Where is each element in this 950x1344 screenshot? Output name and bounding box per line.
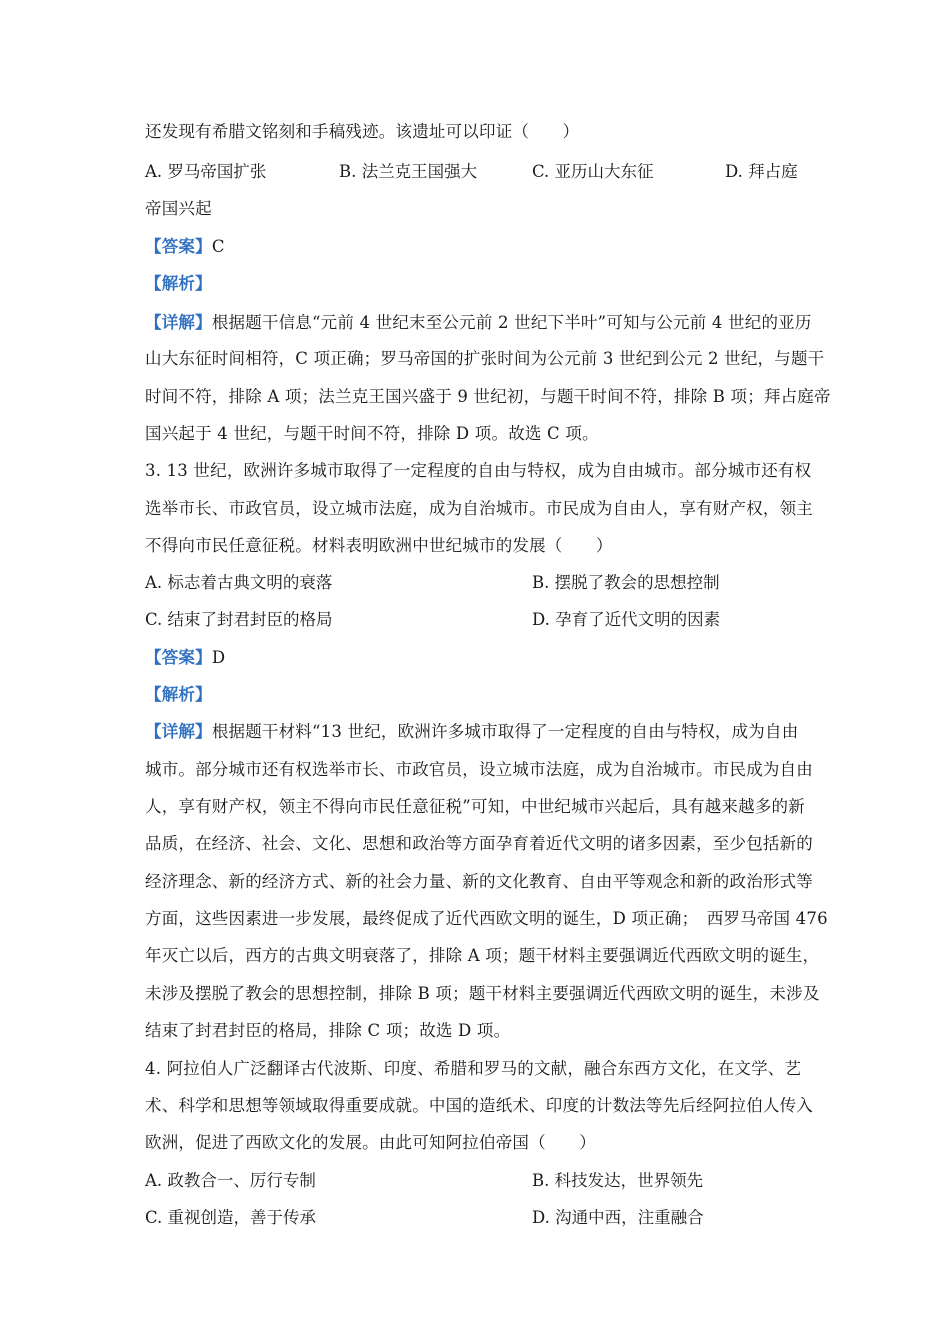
q3-option-d: D. 孕育了近代文明的因素 [532, 610, 721, 629]
detail-tag: 【详解】 [145, 313, 212, 332]
answer-tag: 【答案】 [145, 237, 212, 256]
q3-detail-line-9: 结束了封君封臣的格局，排除 C 项；故选 D 项。 [145, 1021, 511, 1040]
q3-detail-line-5: 经济理念、新的经济方式、新的社会力量、新的文化教育、自由平等观念和新的政治形式等 [145, 872, 813, 891]
q3-detail-line-2: 城市。部分城市还有权选举市长、市政官员，设立城市法庭，成为自治城市。市民成为自由 [145, 760, 813, 779]
q3-detail-line-6: 方面，这些因素进一步发展，最终促成了近代西欧文明的诞生，D 项正确； 西罗马帝国 476 [145, 909, 828, 928]
q2-option-b: B. 法兰克王国强大 [339, 162, 478, 181]
q4-stem-line-2: 术、科学和思想等领域取得重要成就。中国的造纸术、印度的计数法等先后经阿拉伯人传入 [145, 1096, 813, 1115]
q3-analysis-line [145, 685, 212, 705]
q3-stem-line-1: 3. 13 世纪，欧洲许多城市取得了一定程度的自由与特权，成为自由城市。部分城市还有权 [145, 461, 812, 480]
analysis-tag: 【解析】 [145, 685, 212, 704]
q2-stem-tail: 还发现有希腊文铭刻和手稿残迹。该遗址可以印证（ ） [145, 122, 580, 141]
q3-detail-line-1 [145, 722, 798, 742]
q3-stem-line-2: 选举市长、市政官员，设立城市法庭，成为自治城市。市民成为自由人，享有财产权，领主 [145, 499, 813, 518]
q3-answer-line [145, 648, 225, 668]
q3-answer-value: D [211, 648, 226, 667]
q2-option-a: A. 罗马帝国扩张 [145, 162, 267, 181]
q2-option-c: C. 亚历山大东征 [532, 162, 654, 181]
q2-detail-text-1: 根据题干信息“元前 4 世纪末至公元前 2 世纪下半叶”可知与公元前 4 世纪的亚历 [211, 313, 812, 332]
q3-detail-line-4: 品质，在经济、社会、文化、思想和政治等方面孕育着近代文明的诸多因素，至少包括新的 [145, 834, 813, 853]
q2-detail-line-2: 山大东征时间相符，C 项正确；罗马帝国的扩张时间为公元前 3 世纪到公元 2 世纪，与题干 [145, 349, 825, 368]
q2-option-d: D. 拜占庭 [725, 162, 798, 181]
q2-option-d-wrap: 帝国兴起 [145, 199, 212, 218]
q4-stem-line-1: 4. 阿拉伯人广泛翻译古代波斯、印度、希腊和罗马的文献，融合东西方文化，在文学、艺 [145, 1059, 802, 1078]
q2-answer-line [145, 237, 225, 257]
q2-detail-line-1 [145, 313, 812, 333]
analysis-tag: 【解析】 [145, 274, 212, 293]
q3-detail-line-3: 人，享有财产权，领主不得向市民任意征税”可知，中世纪城市兴起后，具有越来越多的新 [145, 797, 805, 816]
q3-option-b: B. 摆脱了教会的思想控制 [532, 573, 720, 592]
q2-detail-line-3: 时间不符，排除 A 项；法兰克王国兴盛于 9 世纪初，与题干时间不符，排除 B 项；拜占庭帝 [145, 387, 831, 406]
q3-option-a: A. 标志着古典文明的衰落 [145, 573, 333, 592]
detail-tag: 【详解】 [145, 722, 212, 741]
q3-detail-text-1: 根据题干材料“13 世纪，欧洲许多城市取得了一定程度的自由与特权，成为自由 [211, 722, 799, 741]
q3-option-c: C. 结束了封君封臣的格局 [145, 610, 333, 629]
q3-detail-line-8: 未涉及摆脱了教会的思想控制，排除 B 项；题干材料主要强调近代西欧文明的诞生，未涉及 [145, 984, 820, 1003]
q4-option-d: D. 沟通中西，注重融合 [532, 1208, 704, 1227]
q2-analysis-line [145, 274, 212, 294]
q4-stem-line-3: 欧洲，促进了西欧文化的发展。由此可知阿拉伯帝国（ ） [145, 1133, 596, 1152]
q3-stem-line-3: 不得向市民任意征税。材料表明欧洲中世纪城市的发展（ ） [145, 536, 613, 555]
q4-option-a: A. 政教合一、厉行专制 [145, 1171, 316, 1190]
q4-option-b: B. 科技发达，世界领先 [532, 1171, 704, 1190]
q3-detail-line-7: 年灭亡以后，西方的古典文明衰落了，排除 A 项；题干材料主要强调近代西欧文明的诞生， [145, 946, 820, 965]
q2-detail-line-4: 国兴起于 4 世纪，与题干时间不符，排除 D 项。故选 C 项。 [145, 424, 599, 443]
answer-tag: 【答案】 [145, 648, 212, 667]
q2-answer-value: C [211, 237, 225, 256]
q4-option-c: C. 重视创造，善于传承 [145, 1208, 317, 1227]
